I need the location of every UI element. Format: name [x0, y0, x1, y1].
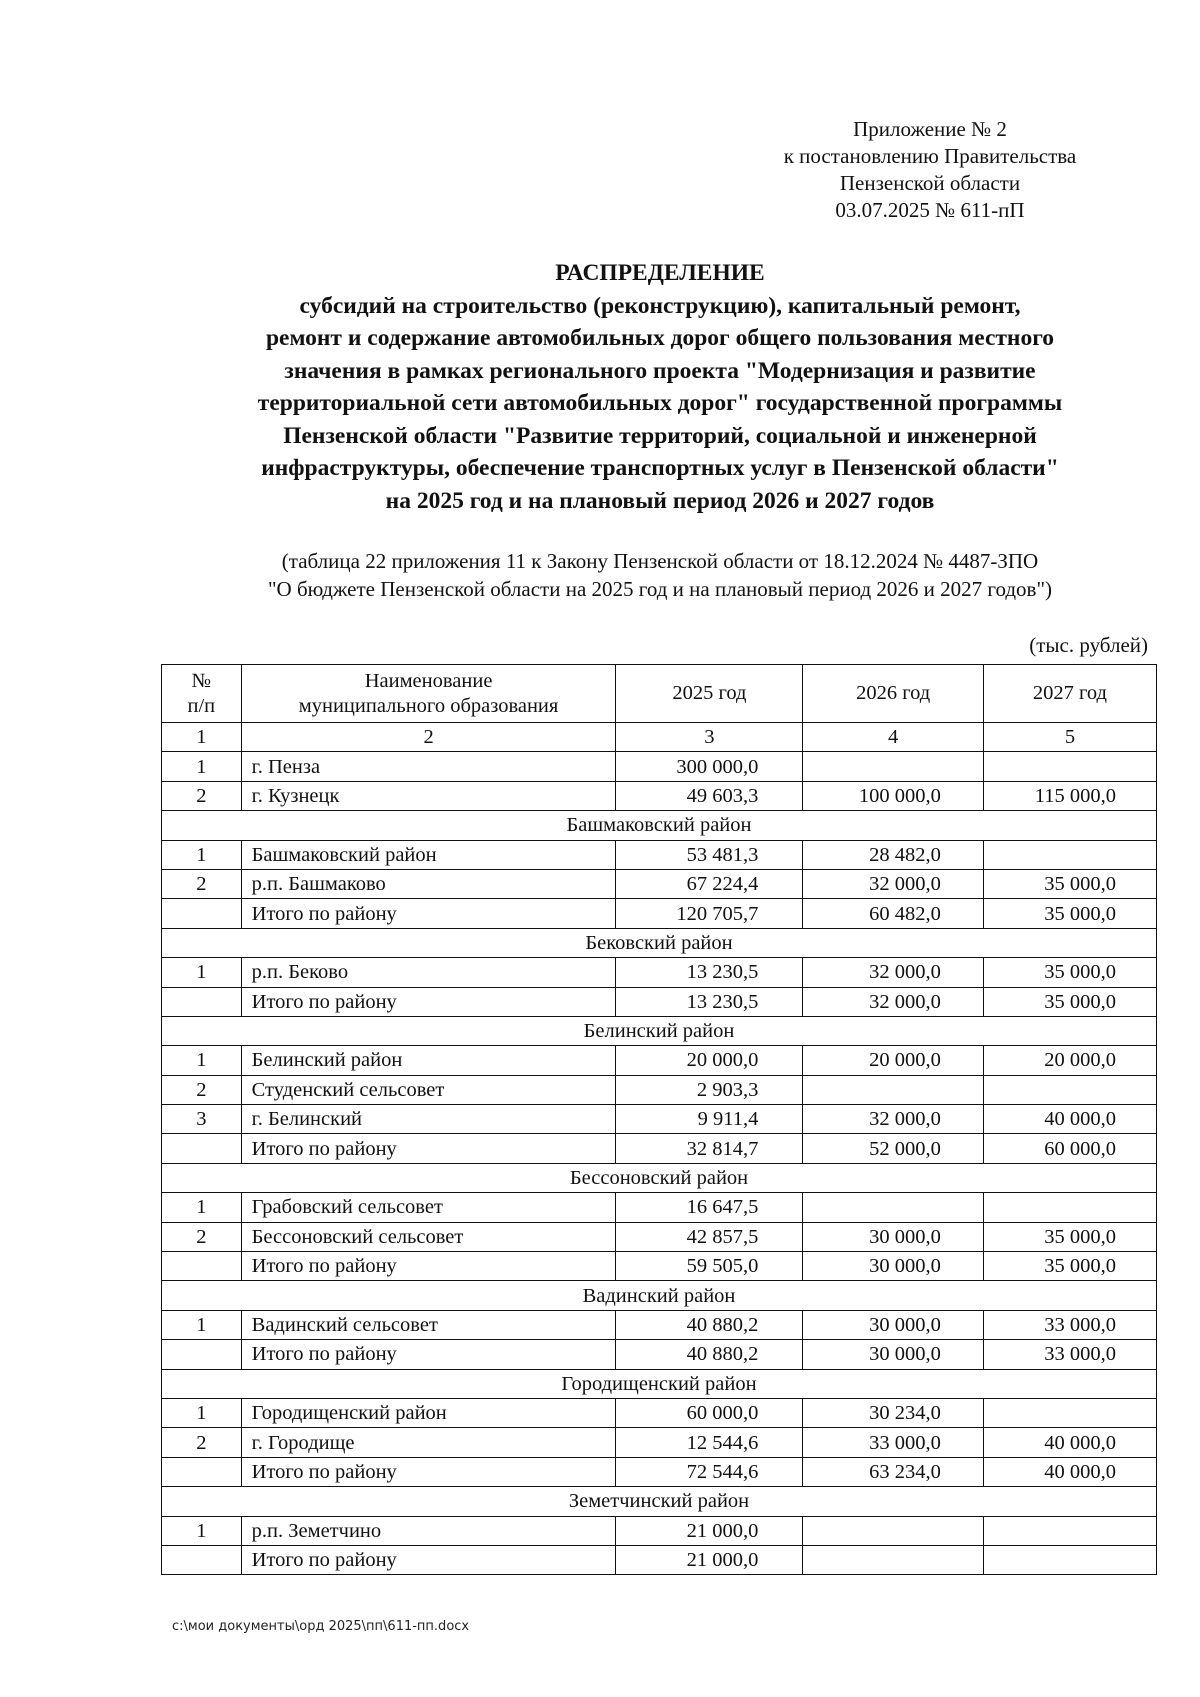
district-header-row: [162, 1487, 1157, 1516]
amount-2026: 28 482,0: [803, 840, 984, 869]
title-line: Пензенской области "Развитие территорий, социальной и инженерной: [283, 422, 1037, 449]
row-number: 1: [162, 1398, 242, 1427]
municipality-name: г. Пенза: [241, 752, 616, 781]
amount-2025: 20 000,0: [616, 1046, 803, 1075]
amount-2026: [803, 1516, 984, 1545]
row-number: [162, 1252, 242, 1281]
row-number: 1: [162, 752, 242, 781]
municipality-name: Бессоновский сельсовет: [241, 1222, 616, 1251]
amount-2027: 60 000,0: [983, 1134, 1156, 1163]
row-number: [162, 1545, 242, 1574]
amount-2026: 52 000,0: [803, 1134, 984, 1163]
amount-2027: 35 000,0: [983, 899, 1156, 928]
district-total-row: [162, 1457, 1157, 1486]
column-number: 1: [162, 723, 242, 752]
amount-2027: 35 000,0: [983, 1252, 1156, 1281]
table-row: [162, 1075, 1157, 1104]
header-name: [241, 665, 616, 723]
amount-2026: 63 234,0: [803, 1457, 984, 1486]
district-total-row: [162, 1252, 1157, 1281]
header-num-line1: №: [191, 669, 212, 692]
row-number: [162, 987, 242, 1016]
amount-2026: 32 000,0: [803, 958, 984, 987]
table-row: [162, 1428, 1157, 1457]
table-row: [162, 1105, 1157, 1134]
amount-2026: [803, 1193, 984, 1222]
amount-2025: 2 903,3: [616, 1075, 803, 1104]
column-number: 2: [241, 723, 616, 752]
row-number: 2: [162, 1428, 242, 1457]
municipality-name: Белинский район: [241, 1046, 616, 1075]
annex-region: Пензенской области: [839, 171, 1021, 195]
municipality-name: Итого по району: [241, 1134, 616, 1163]
amount-2027: [983, 1193, 1156, 1222]
source-reference: [100, 547, 1200, 603]
amount-2025: 60 000,0: [616, 1398, 803, 1427]
amount-2025: 13 230,5: [616, 958, 803, 987]
district-header-row: [162, 1163, 1157, 1192]
annex-decree-ref: к постановлению Правительства: [783, 144, 1077, 168]
title-line: ремонт и содержание автомобильных дорог общего пользования местного: [265, 325, 1055, 351]
district-total-row: [162, 1134, 1157, 1163]
municipality-name: Студенский сельсовет: [241, 1075, 616, 1104]
municipality-name: Итого по району: [241, 899, 616, 928]
row-number: 1: [162, 1310, 242, 1339]
district-name: Городищенский район: [162, 1369, 1157, 1398]
table-row: [162, 1398, 1157, 1427]
amount-2026: 32 000,0: [803, 1105, 984, 1134]
table-row: [162, 752, 1157, 781]
municipality-name: Башмаковский район: [241, 840, 616, 869]
municipality-name: г. Кузнецк: [241, 781, 616, 810]
title-line: значения в рамках регионального проекта "Модернизация и развитие: [284, 357, 1036, 384]
units-label: (тыс. рублей): [1029, 633, 1148, 657]
amount-2025: 40 880,2: [616, 1340, 803, 1369]
amount-2025: 21 000,0: [616, 1516, 803, 1545]
title-line: на 2025 год и на плановый период 2026 и 2027 годов: [385, 487, 935, 514]
header-2026: 2026 год: [803, 665, 984, 723]
municipality-name: р.п. Беково: [241, 958, 616, 987]
amount-2026: 33 000,0: [803, 1428, 984, 1457]
district-name: Вадинский район: [162, 1281, 1157, 1310]
amount-2027: 20 000,0: [983, 1046, 1156, 1075]
municipality-name: Грабовский сельсовет: [241, 1193, 616, 1222]
amount-2026: 30 234,0: [803, 1398, 984, 1427]
amount-2026: 32 000,0: [803, 869, 984, 898]
amount-2027: [983, 1075, 1156, 1104]
municipality-name: Вадинский сельсовет: [241, 1310, 616, 1339]
district-name: Белинский район: [162, 1016, 1157, 1045]
table-row: [162, 1310, 1157, 1339]
table-body: [162, 665, 1157, 1575]
municipality-name: Итого по району: [241, 987, 616, 1016]
amount-2027: [983, 752, 1156, 781]
amount-2027: [983, 1516, 1156, 1545]
district-header-row: [162, 1281, 1157, 1310]
header-num: [162, 665, 242, 723]
amount-2025: 72 544,6: [616, 1457, 803, 1486]
table-header-row: [162, 665, 1157, 723]
municipality-name: Итого по району: [241, 1457, 616, 1486]
amount-2026: 100 000,0: [803, 781, 984, 810]
row-number: 1: [162, 1046, 242, 1075]
district-header-row: [162, 1016, 1157, 1045]
amount-2025: 32 814,7: [616, 1134, 803, 1163]
header-name-line1: Наименование: [364, 669, 493, 692]
annex-date-number: 03.07.2025 № 611-пП: [835, 198, 1025, 222]
row-number: 2: [162, 869, 242, 898]
district-name: Бессоновский район: [162, 1163, 1157, 1192]
amount-2027: 40 000,0: [983, 1428, 1156, 1457]
amount-2025: 42 857,5: [616, 1222, 803, 1251]
row-number: [162, 1457, 242, 1486]
header-2027: 2027 год: [983, 665, 1156, 723]
amount-2025: 120 705,7: [616, 899, 803, 928]
row-number: 1: [162, 1516, 242, 1545]
municipality-name: г. Белинский: [241, 1105, 616, 1134]
district-total-row: [162, 1340, 1157, 1369]
amount-2025: 16 647,5: [616, 1193, 803, 1222]
amount-2027: 33 000,0: [983, 1310, 1156, 1339]
district-total-row: [162, 1545, 1157, 1574]
table-row: [162, 781, 1157, 810]
amount-2026: 30 000,0: [803, 1340, 984, 1369]
annex-block: [740, 116, 1120, 224]
amount-2026: [803, 752, 984, 781]
row-number: 1: [162, 1193, 242, 1222]
amount-2027: 35 000,0: [983, 1222, 1156, 1251]
district-total-row: [162, 899, 1157, 928]
amount-2027: [983, 1398, 1156, 1427]
municipality-name: г. Городище: [241, 1428, 616, 1457]
amount-2025: 53 481,3: [616, 840, 803, 869]
row-number: 1: [162, 958, 242, 987]
amount-2025: 21 000,0: [616, 1545, 803, 1574]
header-num-line2: п/п: [187, 694, 216, 717]
table-row: [162, 958, 1157, 987]
district-header-row: [162, 928, 1157, 957]
municipality-name: Итого по району: [241, 1340, 616, 1369]
header-name-line2: муниципального образования: [298, 694, 559, 717]
amount-2025: 9 911,4: [616, 1105, 803, 1134]
amount-2027: 40 000,0: [983, 1105, 1156, 1134]
amount-2026: 60 482,0: [803, 899, 984, 928]
district-total-row: [162, 987, 1157, 1016]
district-name: Башмаковский район: [162, 811, 1157, 840]
title-line: субсидий на строительство (реконструкцию), капитальный ремонт,: [299, 292, 1021, 319]
column-number: 4: [803, 723, 984, 752]
source-line: (таблица 22 приложения 11 к Закону Пензенской области от 18.12.2024 № 4487-ЗПО: [281, 549, 1039, 573]
municipality-name: р.п. Земетчино: [241, 1516, 616, 1545]
table-row: [162, 1222, 1157, 1251]
amount-2026: 30 000,0: [803, 1252, 984, 1281]
distribution-table: [161, 664, 1157, 1575]
amount-2027: 115 000,0: [983, 781, 1156, 810]
amount-2025: 13 230,5: [616, 987, 803, 1016]
row-number: [162, 1134, 242, 1163]
amount-2027: 35 000,0: [983, 869, 1156, 898]
table-row: [162, 840, 1157, 869]
table-row: [162, 1516, 1157, 1545]
title-line: инфраструктуры, обеспечение транспортных услуг в Пензенской области": [261, 455, 1059, 481]
amount-2027: [983, 1545, 1156, 1574]
municipality-name: Итого по району: [241, 1252, 616, 1281]
document-title: [100, 257, 1200, 517]
row-number: 2: [162, 1075, 242, 1104]
amount-2026: [803, 1545, 984, 1574]
row-number: [162, 1340, 242, 1369]
annex-number: Приложение № 2: [853, 117, 1007, 141]
district-header-row: [162, 1369, 1157, 1398]
amount-2026: 20 000,0: [803, 1046, 984, 1075]
amount-2027: 33 000,0: [983, 1340, 1156, 1369]
amount-2027: 40 000,0: [983, 1457, 1156, 1486]
amount-2025: 49 603,3: [616, 781, 803, 810]
header-2025: 2025 год: [616, 665, 803, 723]
amount-2025: 59 505,0: [616, 1252, 803, 1281]
row-number: 3: [162, 1105, 242, 1134]
amount-2026: 30 000,0: [803, 1222, 984, 1251]
file-path-footer: c:\мои документы\орд 2025\пп\611-пп.docx: [172, 1619, 470, 1634]
municipality-name: Городищенский район: [241, 1398, 616, 1427]
row-number: 1: [162, 840, 242, 869]
district-name: Бековский район: [162, 928, 1157, 957]
municipality-name: Итого по району: [241, 1545, 616, 1574]
source-line: "О бюджете Пензенской области на 2025 год и на плановый период 2026 и 2027 годов"): [267, 577, 1053, 601]
district-header-row: [162, 811, 1157, 840]
municipality-name: р.п. Башмаково: [241, 869, 616, 898]
amount-2025: 300 000,0: [616, 752, 803, 781]
row-number: 2: [162, 1222, 242, 1251]
amount-2027: 35 000,0: [983, 987, 1156, 1016]
table-row: [162, 869, 1157, 898]
title-heading: РАСПРЕДЕЛЕНИЕ: [555, 260, 765, 286]
amount-2026: [803, 1075, 984, 1104]
column-number: 3: [616, 723, 803, 752]
table-row: [162, 1046, 1157, 1075]
title-line: территориальной сети автомобильных дорог" государственной программы: [257, 390, 1063, 416]
amount-2025: 40 880,2: [616, 1310, 803, 1339]
table-row: [162, 1193, 1157, 1222]
amount-2027: [983, 840, 1156, 869]
amount-2026: 30 000,0: [803, 1310, 984, 1339]
amount-2025: 12 544,6: [616, 1428, 803, 1457]
amount-2025: 67 224,4: [616, 869, 803, 898]
column-number-row: [162, 723, 1157, 752]
row-number: 2: [162, 781, 242, 810]
row-number: [162, 899, 242, 928]
amount-2026: 32 000,0: [803, 987, 984, 1016]
amount-2027: 35 000,0: [983, 958, 1156, 987]
district-name: Земетчинский район: [162, 1487, 1157, 1516]
column-number: 5: [983, 723, 1156, 752]
